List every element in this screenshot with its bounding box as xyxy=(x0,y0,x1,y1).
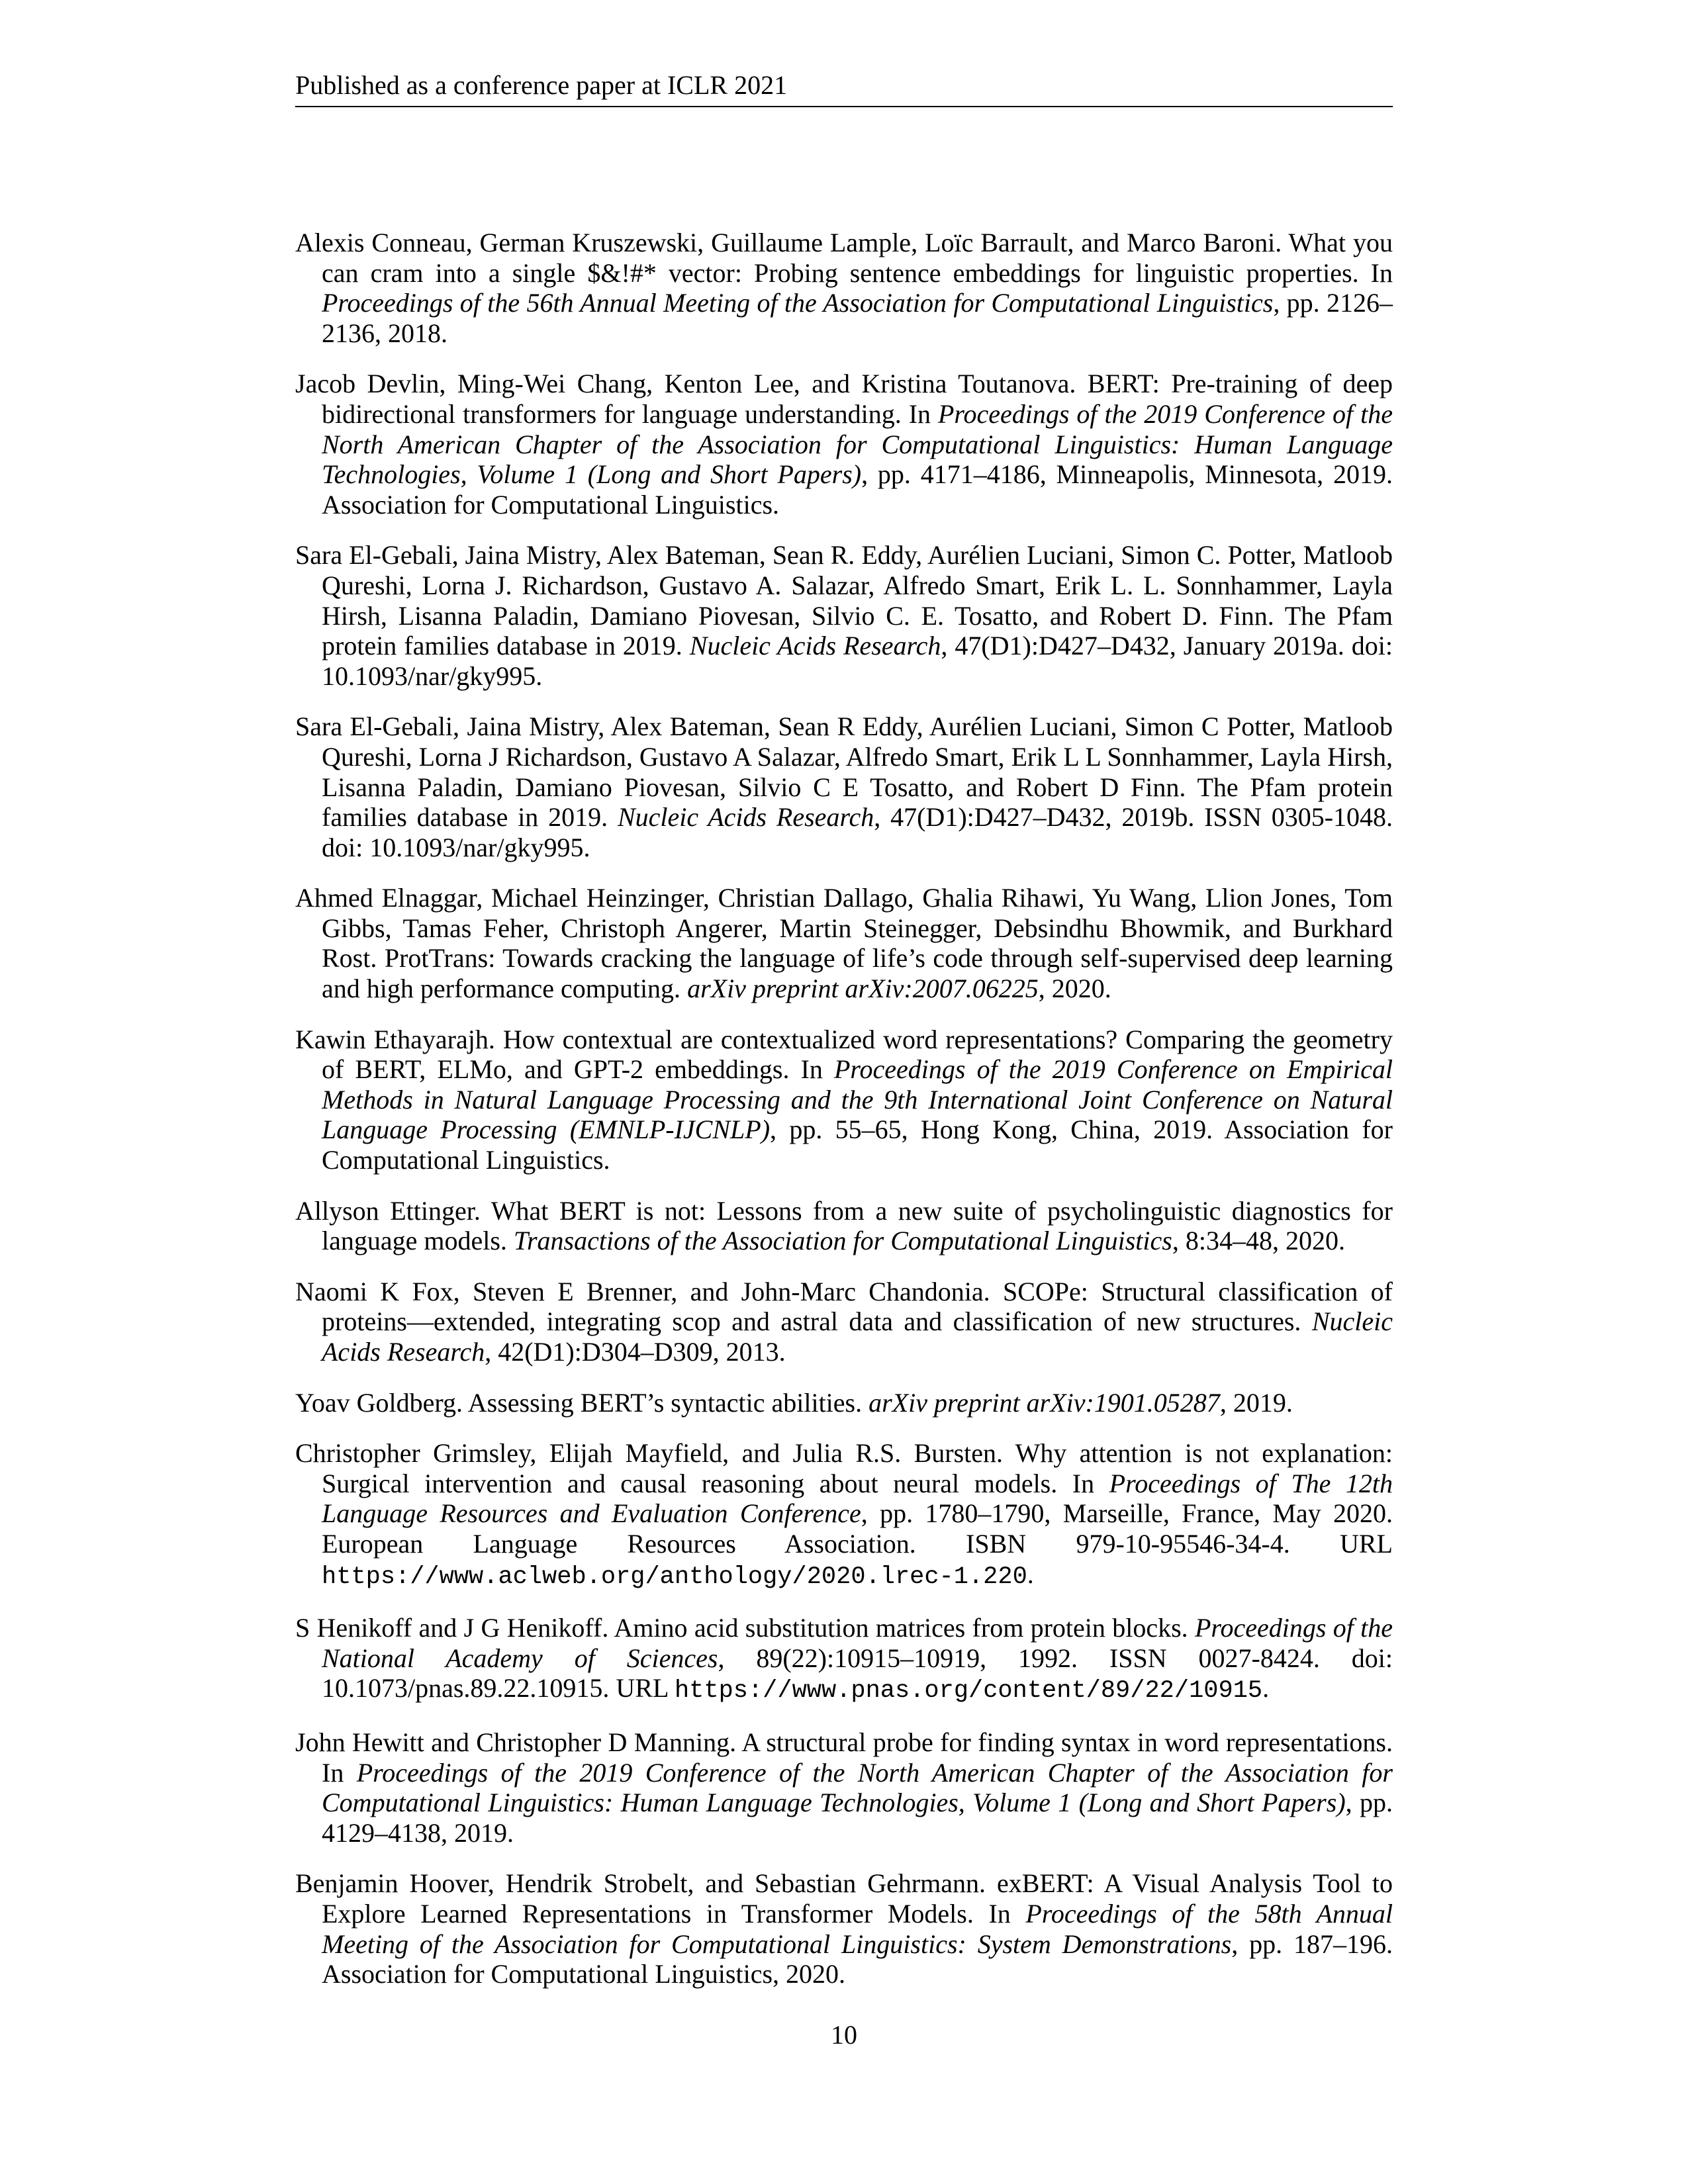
reference-text: Sara El-Gebali, Jaina Mistry, Alex Bateman, Sean R. Eddy, Aurélien Luciani, Simon C. Potter, Matloob Qureshi, Lorna J. Richardson, Gustavo A. Salazar, Alfredo Smart, Erik L. L. Sonnhammer, Layla Hirsh, Lisanna Paladin, Damiano Piovesan, Silvio C. E. Tosatto, and Robert D. Finn. The Pfam protein families database in 2019. xyxy=(295,540,1393,661)
reference-tail: . xyxy=(1027,1559,1034,1589)
reference-venue: Proceedings of The 12th Language Resources and Evaluation Conference xyxy=(322,1468,1393,1529)
page-number: 10 xyxy=(831,2020,857,2050)
reference-item xyxy=(295,1388,1393,1418)
reference-venue: arXiv preprint arXiv:2007.06225 xyxy=(687,974,1039,1004)
reference-text: Kawin Ethayarajh. How contextual are contextualized word representations? Comparing the geometry of BERT, ELMo, and GPT-2 embeddings. In xyxy=(295,1024,1393,1085)
reference-details: , 89(22):10915–10919, 1992. ISSN 0027-8424. doi: 10.1073/pnas.89.22.10915. URL xyxy=(322,1643,1393,1704)
reference-text: Allyson Ettinger. What BERT is not: Lessons from a new suite of psycholinguistic diagnostics for language models. xyxy=(295,1195,1393,1256)
reference-url-link[interactable]: https://www.pnas.org/content/89/22/10915 xyxy=(674,1677,1263,1706)
reference-text: Naomi K Fox, Steven E Brenner, and John-Marc Chandonia. SCOPe: Structural classification of proteins—extended, integrating scop and astral data and classification of new structures. xyxy=(295,1276,1393,1337)
reference-details: , pp. 4129–4138, 2019. xyxy=(322,1788,1393,1848)
reference-item xyxy=(295,1438,1393,1592)
reference-details: , pp. 187–196. Association for Computational Linguistics, 2020. xyxy=(322,1929,1393,1989)
reference-venue: Proceedings of the 2019 Conference of the North American Chapter of the Association for Computational Linguistics: Human Language Technologies, Volume 1 (Long and Short Papers) xyxy=(322,1757,1393,1818)
reference-url-link[interactable]: https://www.aclweb.org/anthology/2020.lrec-1.220 xyxy=(322,1563,1027,1591)
reference-venue: Nucleic Acids Research xyxy=(322,1306,1393,1367)
reference-text: Alexis Conneau, German Kruszewski, Guillaume Lample, Loïc Barrault, and Marco Baroni. What you can cram into a single $&!#* vector: Probing sentence embeddings for linguistic properties. In xyxy=(295,228,1393,288)
reference-details: , 42(D1):D304–D309, 2013. xyxy=(485,1337,786,1367)
reference-text: Ahmed Elnaggar, Michael Heinzinger, Christian Dallago, Ghalia Rihawi, Yu Wang, Llion Jones, Tom Gibbs, Tamas Feher, Christoph Angerer, Martin Steinegger, Debsindhu Bhowmik, and Burkhard Rost. ProtTrans: Towards cracking the language of life’s code through self-supervised deep learning and high performance computing. xyxy=(295,883,1393,1004)
reference-text: Jacob Devlin, Ming-Wei Chang, Kenton Lee, and Kristina Toutanova. BERT: Pre-training of deep bidirectional transformers for language understanding. In xyxy=(295,369,1393,429)
reference-item xyxy=(295,1024,1393,1175)
reference-details: , 2020. xyxy=(1038,974,1111,1004)
reference-item xyxy=(295,1868,1393,1989)
reference-item xyxy=(295,369,1393,520)
reference-details: , pp. 55–65, Hong Kong, China, 2019. Association for Computational Linguistics. xyxy=(322,1115,1393,1175)
reference-text: Yoav Goldberg. Assessing BERT’s syntactic abilities. xyxy=(295,1387,869,1418)
reference-item xyxy=(295,711,1393,862)
reference-venue: Proceedings of the 2019 Conference on Empirical Methods in Natural Language Processing and the 9th International Joint Conference on Natural Language Processing (EMNLP-IJCNLP) xyxy=(322,1054,1393,1145)
reference-details: , 8:34–48, 2020. xyxy=(1172,1226,1345,1256)
reference-details: , 47(D1):D427–D432, January 2019a. doi: 10.1093/nar/gky995. xyxy=(322,631,1393,691)
reference-details: , 2019. xyxy=(1219,1387,1293,1418)
reference-item xyxy=(295,883,1393,1003)
reference-item xyxy=(295,540,1393,691)
reference-text: S Henikoff and J G Henikoff. Amino acid substitution matrices from protein blocks. xyxy=(295,1613,1195,1643)
reference-venue: Proceedings of the 58th Annual Meeting of the Association for Computational Linguistics: System Demonstrations xyxy=(322,1898,1393,1959)
reference-list xyxy=(295,228,1393,2010)
reference-text: Benjamin Hoover, Hendrik Strobelt, and Sebastian Gehrmann. exBERT: A Visual Analysis Tool to Explore Learned Representations in Transformer Models. In xyxy=(295,1868,1393,1929)
reference-venue: Nucleic Acids Research xyxy=(689,631,941,661)
reference-text: John Hewitt and Christopher D Manning. A structural probe for finding syntax in word representations. In xyxy=(295,1727,1393,1788)
reference-details: , pp. 2126–2136, 2018. xyxy=(322,288,1393,348)
reference-item xyxy=(295,1277,1393,1367)
reference-item xyxy=(295,1727,1393,1848)
reference-details: , pp. 4171–4186, Minneapolis, Minnesota, 2019. Association for Computational Linguistics. xyxy=(322,459,1393,520)
reference-details: , 47(D1):D427–D432, 2019b. ISSN 0305-1048. doi: 10.1093/nar/gky995. xyxy=(322,802,1393,862)
reference-item xyxy=(295,1613,1393,1707)
reference-item xyxy=(295,228,1393,348)
reference-venue: Proceedings of the 56th Annual Meeting of the Association for Computational Linguistics xyxy=(322,288,1274,318)
reference-venue: Nucleic Acids Research xyxy=(617,802,874,833)
reference-venue: Proceedings of the 2019 Conference of the North American Chapter of the Association for Computational Linguistics: Human Language Technologies, Volume 1 (Long and Short Papers) xyxy=(322,398,1393,490)
reference-venue: Transactions of the Association for Computational Linguistics xyxy=(513,1226,1172,1256)
reference-text: Sara El-Gebali, Jaina Mistry, Alex Bateman, Sean R Eddy, Aurélien Luciani, Simon C Potter, Matloob Qureshi, Lorna J Richardson, Gustavo A Salazar, Alfredo Smart, Erik L L Sonnhammer, Layla Hirsh, Lisanna Paladin, Damiano Piovesan, Silvio C E Tosatto, and Robert D Finn. The Pfam protein families database in 2019. xyxy=(295,711,1393,833)
reference-item xyxy=(295,1196,1393,1256)
reference-text: Christopher Grimsley, Elijah Mayfield, and Julia R.S. Bursten. Why attention is not explanation: Surgical intervention and causal reasoning about neural models. In xyxy=(295,1438,1393,1498)
reference-details: , pp. 1780–1790, Marseille, France, May 2020. European Language Resources Association. ISBN 979-10-95546-34-4. URL xyxy=(322,1498,1393,1559)
reference-venue: arXiv preprint arXiv:1901.05287 xyxy=(868,1387,1220,1418)
reference-tail: . xyxy=(1262,1673,1270,1704)
running-header: Published as a conference paper at ICLR 2021 xyxy=(295,69,1393,107)
reference-venue: Proceedings of the National Academy of Sciences xyxy=(322,1613,1393,1673)
